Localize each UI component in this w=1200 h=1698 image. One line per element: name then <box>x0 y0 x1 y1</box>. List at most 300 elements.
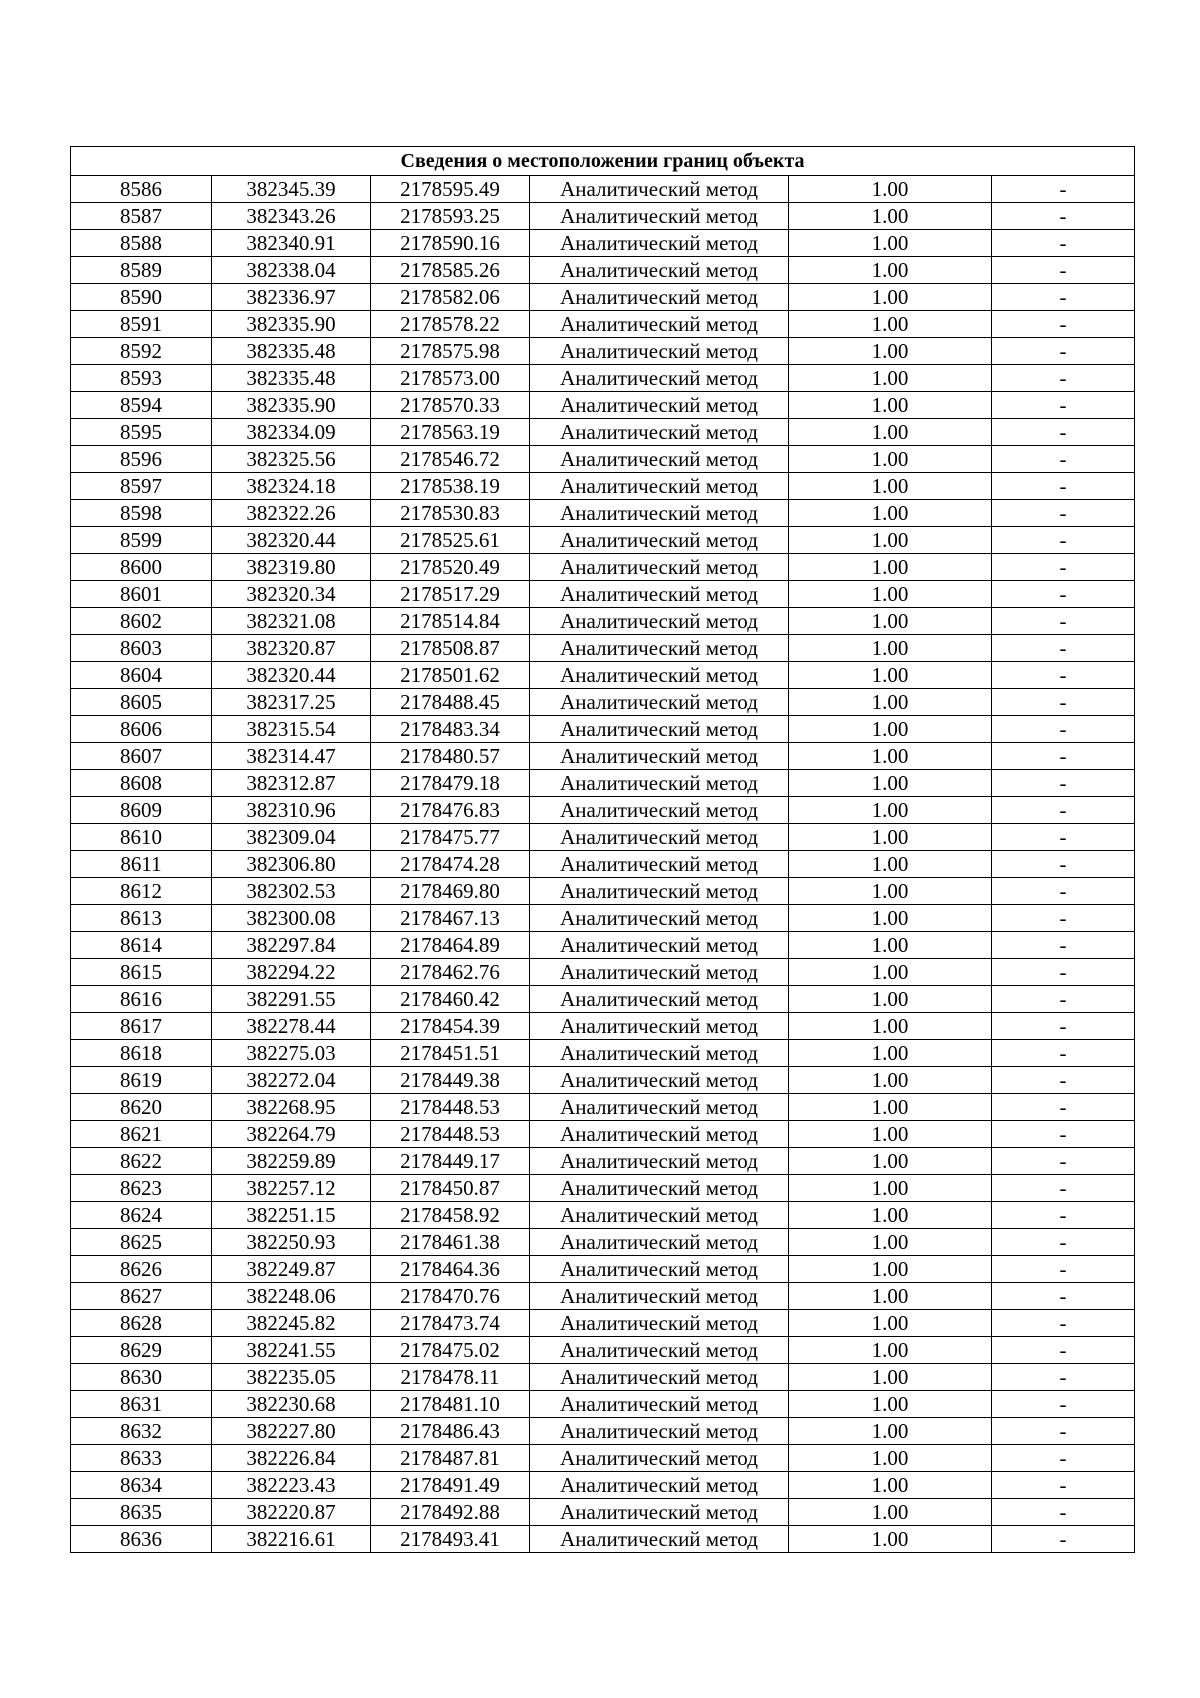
point-number-cell: 8600 <box>71 554 212 581</box>
x-coordinate-cell: 382226.84 <box>212 1445 371 1472</box>
y-coordinate-cell: 2178461.38 <box>371 1229 530 1256</box>
point-number-cell: 8635 <box>71 1499 212 1526</box>
description-cell: - <box>992 716 1135 743</box>
point-number-cell: 8592 <box>71 338 212 365</box>
point-number-cell: 8621 <box>71 1121 212 1148</box>
description-cell: - <box>992 851 1135 878</box>
y-coordinate-cell: 2178520.49 <box>371 554 530 581</box>
point-number-cell: 8632 <box>71 1418 212 1445</box>
x-coordinate-cell: 382245.82 <box>212 1310 371 1337</box>
y-coordinate-cell: 2178546.72 <box>371 446 530 473</box>
method-cell: Аналитический метод <box>530 284 789 311</box>
description-cell: - <box>992 581 1135 608</box>
table-row <box>71 1472 1135 1499</box>
description-cell: - <box>992 1445 1135 1472</box>
method-cell: Аналитический метод <box>530 770 789 797</box>
table-row <box>71 743 1135 770</box>
y-coordinate-cell: 2178475.77 <box>371 824 530 851</box>
method-cell: Аналитический метод <box>530 1337 789 1364</box>
description-cell: - <box>992 1472 1135 1499</box>
y-coordinate-cell: 2178451.51 <box>371 1040 530 1067</box>
table-row <box>71 1175 1135 1202</box>
x-coordinate-cell: 382220.87 <box>212 1499 371 1526</box>
table-row <box>71 905 1135 932</box>
x-coordinate-cell: 382312.87 <box>212 770 371 797</box>
description-cell: - <box>992 1229 1135 1256</box>
point-number-cell: 8610 <box>71 824 212 851</box>
table-row <box>71 824 1135 851</box>
method-cell: Аналитический метод <box>530 311 789 338</box>
y-coordinate-cell: 2178517.29 <box>371 581 530 608</box>
accuracy-cell: 1.00 <box>789 743 992 770</box>
table-row <box>71 1229 1135 1256</box>
x-coordinate-cell: 382309.04 <box>212 824 371 851</box>
point-number-cell: 8616 <box>71 986 212 1013</box>
x-coordinate-cell: 382338.04 <box>212 257 371 284</box>
x-coordinate-cell: 382264.79 <box>212 1121 371 1148</box>
y-coordinate-cell: 2178563.19 <box>371 419 530 446</box>
x-coordinate-cell: 382317.25 <box>212 689 371 716</box>
method-cell: Аналитический метод <box>530 1094 789 1121</box>
table-row <box>71 230 1135 257</box>
method-cell: Аналитический метод <box>530 1526 789 1553</box>
x-coordinate-cell: 382306.80 <box>212 851 371 878</box>
y-coordinate-cell: 2178474.28 <box>371 851 530 878</box>
y-coordinate-cell: 2178476.83 <box>371 797 530 824</box>
method-cell: Аналитический метод <box>530 635 789 662</box>
description-cell: - <box>992 1283 1135 1310</box>
accuracy-cell: 1.00 <box>789 284 992 311</box>
y-coordinate-cell: 2178491.49 <box>371 1472 530 1499</box>
table-row <box>71 284 1135 311</box>
x-coordinate-cell: 382227.80 <box>212 1418 371 1445</box>
point-number-cell: 8611 <box>71 851 212 878</box>
description-cell: - <box>992 905 1135 932</box>
accuracy-cell: 1.00 <box>789 1040 992 1067</box>
table-row <box>71 1283 1135 1310</box>
y-coordinate-cell: 2178448.53 <box>371 1121 530 1148</box>
x-coordinate-cell: 382275.03 <box>212 1040 371 1067</box>
y-coordinate-cell: 2178538.19 <box>371 473 530 500</box>
method-cell: Аналитический метод <box>530 1175 789 1202</box>
method-cell: Аналитический метод <box>530 500 789 527</box>
accuracy-cell: 1.00 <box>789 770 992 797</box>
method-cell: Аналитический метод <box>530 1013 789 1040</box>
y-coordinate-cell: 2178475.02 <box>371 1337 530 1364</box>
point-number-cell: 8599 <box>71 527 212 554</box>
table-row <box>71 1526 1135 1553</box>
description-cell: - <box>992 797 1135 824</box>
description-cell: - <box>992 1499 1135 1526</box>
accuracy-cell: 1.00 <box>789 1499 992 1526</box>
x-coordinate-cell: 382230.68 <box>212 1391 371 1418</box>
x-coordinate-cell: 382216.61 <box>212 1526 371 1553</box>
method-cell: Аналитический метод <box>530 473 789 500</box>
method-cell: Аналитический метод <box>530 1148 789 1175</box>
accuracy-cell: 1.00 <box>789 203 992 230</box>
table-row <box>71 1148 1135 1175</box>
accuracy-cell: 1.00 <box>789 554 992 581</box>
point-number-cell: 8636 <box>71 1526 212 1553</box>
table-row <box>71 770 1135 797</box>
description-cell: - <box>992 554 1135 581</box>
table-row <box>71 257 1135 284</box>
table-row <box>71 689 1135 716</box>
method-cell: Аналитический метод <box>530 716 789 743</box>
accuracy-cell: 1.00 <box>789 905 992 932</box>
table-row <box>71 203 1135 230</box>
accuracy-cell: 1.00 <box>789 365 992 392</box>
y-coordinate-cell: 2178449.38 <box>371 1067 530 1094</box>
x-coordinate-cell: 382268.95 <box>212 1094 371 1121</box>
table-row <box>71 1202 1135 1229</box>
description-cell: - <box>992 419 1135 446</box>
description-cell: - <box>992 932 1135 959</box>
y-coordinate-cell: 2178480.57 <box>371 743 530 770</box>
accuracy-cell: 1.00 <box>789 1337 992 1364</box>
y-coordinate-cell: 2178450.87 <box>371 1175 530 1202</box>
table-row <box>71 392 1135 419</box>
x-coordinate-cell: 382335.48 <box>212 365 371 392</box>
point-number-cell: 8609 <box>71 797 212 824</box>
x-coordinate-cell: 382315.54 <box>212 716 371 743</box>
method-cell: Аналитический метод <box>530 1310 789 1337</box>
table-row <box>71 1094 1135 1121</box>
point-number-cell: 8623 <box>71 1175 212 1202</box>
accuracy-cell: 1.00 <box>789 1256 992 1283</box>
description-cell: - <box>992 230 1135 257</box>
method-cell: Аналитический метод <box>530 365 789 392</box>
table-row <box>71 1256 1135 1283</box>
table-row <box>71 338 1135 365</box>
x-coordinate-cell: 382272.04 <box>212 1067 371 1094</box>
x-coordinate-cell: 382291.55 <box>212 986 371 1013</box>
method-cell: Аналитический метод <box>530 1499 789 1526</box>
method-cell: Аналитический метод <box>530 1418 789 1445</box>
x-coordinate-cell: 382336.97 <box>212 284 371 311</box>
table-row <box>71 419 1135 446</box>
x-coordinate-cell: 382302.53 <box>212 878 371 905</box>
point-number-cell: 8594 <box>71 392 212 419</box>
accuracy-cell: 1.00 <box>789 1391 992 1418</box>
description-cell: - <box>992 743 1135 770</box>
point-number-cell: 8629 <box>71 1337 212 1364</box>
description-cell: - <box>992 1526 1135 1553</box>
method-cell: Аналитический метод <box>530 581 789 608</box>
table-row <box>71 1013 1135 1040</box>
point-number-cell: 8626 <box>71 1256 212 1283</box>
x-coordinate-cell: 382310.96 <box>212 797 371 824</box>
point-number-cell: 8595 <box>71 419 212 446</box>
method-cell: Аналитический метод <box>530 1391 789 1418</box>
y-coordinate-cell: 2178590.16 <box>371 230 530 257</box>
table-row <box>71 932 1135 959</box>
table-row <box>71 1418 1135 1445</box>
x-coordinate-cell: 382340.91 <box>212 230 371 257</box>
accuracy-cell: 1.00 <box>789 824 992 851</box>
point-number-cell: 8617 <box>71 1013 212 1040</box>
description-cell: - <box>992 878 1135 905</box>
y-coordinate-cell: 2178575.98 <box>371 338 530 365</box>
method-cell: Аналитический метод <box>530 878 789 905</box>
table-row <box>71 1067 1135 1094</box>
y-coordinate-cell: 2178487.81 <box>371 1445 530 1472</box>
table-row <box>71 311 1135 338</box>
point-number-cell: 8586 <box>71 176 212 203</box>
accuracy-cell: 1.00 <box>789 1148 992 1175</box>
y-coordinate-cell: 2178479.18 <box>371 770 530 797</box>
y-coordinate-cell: 2178585.26 <box>371 257 530 284</box>
point-number-cell: 8612 <box>71 878 212 905</box>
description-cell: - <box>992 1202 1135 1229</box>
description-cell: - <box>992 338 1135 365</box>
x-coordinate-cell: 382345.39 <box>212 176 371 203</box>
method-cell: Аналитический метод <box>530 1256 789 1283</box>
y-coordinate-cell: 2178464.89 <box>371 932 530 959</box>
accuracy-cell: 1.00 <box>789 1283 992 1310</box>
y-coordinate-cell: 2178595.49 <box>371 176 530 203</box>
x-coordinate-cell: 382335.48 <box>212 338 371 365</box>
point-number-cell: 8622 <box>71 1148 212 1175</box>
point-number-cell: 8634 <box>71 1472 212 1499</box>
description-cell: - <box>992 635 1135 662</box>
point-number-cell: 8590 <box>71 284 212 311</box>
description-cell: - <box>992 257 1135 284</box>
table-body <box>71 147 1135 1553</box>
accuracy-cell: 1.00 <box>789 581 992 608</box>
method-cell: Аналитический метод <box>530 230 789 257</box>
method-cell: Аналитический метод <box>530 797 789 824</box>
y-coordinate-cell: 2178470.76 <box>371 1283 530 1310</box>
accuracy-cell: 1.00 <box>789 878 992 905</box>
accuracy-cell: 1.00 <box>789 1310 992 1337</box>
method-cell: Аналитический метод <box>530 338 789 365</box>
table-row <box>71 1445 1135 1472</box>
x-coordinate-cell: 382334.09 <box>212 419 371 446</box>
table-row <box>71 608 1135 635</box>
accuracy-cell: 1.00 <box>789 446 992 473</box>
table-row <box>71 1040 1135 1067</box>
method-cell: Аналитический метод <box>530 554 789 581</box>
method-cell: Аналитический метод <box>530 1040 789 1067</box>
accuracy-cell: 1.00 <box>789 257 992 284</box>
description-cell: - <box>992 1040 1135 1067</box>
y-coordinate-cell: 2178488.45 <box>371 689 530 716</box>
method-cell: Аналитический метод <box>530 1364 789 1391</box>
x-coordinate-cell: 382321.08 <box>212 608 371 635</box>
accuracy-cell: 1.00 <box>789 1067 992 1094</box>
point-number-cell: 8625 <box>71 1229 212 1256</box>
table-row <box>71 986 1135 1013</box>
table-row <box>71 527 1135 554</box>
accuracy-cell: 1.00 <box>789 986 992 1013</box>
description-cell: - <box>992 311 1135 338</box>
point-number-cell: 8631 <box>71 1391 212 1418</box>
point-number-cell: 8633 <box>71 1445 212 1472</box>
table-row <box>71 500 1135 527</box>
accuracy-cell: 1.00 <box>789 230 992 257</box>
table-row <box>71 473 1135 500</box>
point-number-cell: 8605 <box>71 689 212 716</box>
accuracy-cell: 1.00 <box>789 716 992 743</box>
accuracy-cell: 1.00 <box>789 797 992 824</box>
accuracy-cell: 1.00 <box>789 473 992 500</box>
point-number-cell: 8615 <box>71 959 212 986</box>
y-coordinate-cell: 2178473.74 <box>371 1310 530 1337</box>
method-cell: Аналитический метод <box>530 1283 789 1310</box>
x-coordinate-cell: 382250.93 <box>212 1229 371 1256</box>
point-number-cell: 8608 <box>71 770 212 797</box>
x-coordinate-cell: 382257.12 <box>212 1175 371 1202</box>
method-cell: Аналитический метод <box>530 608 789 635</box>
method-cell: Аналитический метод <box>530 203 789 230</box>
point-number-cell: 8613 <box>71 905 212 932</box>
accuracy-cell: 1.00 <box>789 1121 992 1148</box>
method-cell: Аналитический метод <box>530 392 789 419</box>
description-cell: - <box>992 959 1135 986</box>
y-coordinate-cell: 2178525.61 <box>371 527 530 554</box>
point-number-cell: 8598 <box>71 500 212 527</box>
table-row <box>71 365 1135 392</box>
x-coordinate-cell: 382324.18 <box>212 473 371 500</box>
description-cell: - <box>992 284 1135 311</box>
point-number-cell: 8593 <box>71 365 212 392</box>
boundary-coordinates-table <box>70 146 1135 1553</box>
x-coordinate-cell: 382235.05 <box>212 1364 371 1391</box>
accuracy-cell: 1.00 <box>789 338 992 365</box>
accuracy-cell: 1.00 <box>789 959 992 986</box>
accuracy-cell: 1.00 <box>789 419 992 446</box>
accuracy-cell: 1.00 <box>789 1094 992 1121</box>
y-coordinate-cell: 2178469.80 <box>371 878 530 905</box>
x-coordinate-cell: 382335.90 <box>212 392 371 419</box>
description-cell: - <box>992 1310 1135 1337</box>
y-coordinate-cell: 2178486.43 <box>371 1418 530 1445</box>
point-number-cell: 8628 <box>71 1310 212 1337</box>
description-cell: - <box>992 1364 1135 1391</box>
point-number-cell: 8588 <box>71 230 212 257</box>
table-row <box>71 1364 1135 1391</box>
accuracy-cell: 1.00 <box>789 635 992 662</box>
table-row <box>71 1310 1135 1337</box>
description-cell: - <box>992 662 1135 689</box>
description-cell: - <box>992 689 1135 716</box>
point-number-cell: 8597 <box>71 473 212 500</box>
y-coordinate-cell: 2178449.17 <box>371 1148 530 1175</box>
method-cell: Аналитический метод <box>530 851 789 878</box>
y-coordinate-cell: 2178448.53 <box>371 1094 530 1121</box>
point-number-cell: 8601 <box>71 581 212 608</box>
y-coordinate-cell: 2178483.34 <box>371 716 530 743</box>
table-title: Сведения о местоположении границ объекта <box>71 147 1135 176</box>
x-coordinate-cell: 382314.47 <box>212 743 371 770</box>
x-coordinate-cell: 382251.15 <box>212 1202 371 1229</box>
x-coordinate-cell: 382249.87 <box>212 1256 371 1283</box>
description-cell: - <box>992 770 1135 797</box>
description-cell: - <box>992 176 1135 203</box>
accuracy-cell: 1.00 <box>789 311 992 338</box>
description-cell: - <box>992 446 1135 473</box>
description-cell: - <box>992 203 1135 230</box>
description-cell: - <box>992 365 1135 392</box>
x-coordinate-cell: 382223.43 <box>212 1472 371 1499</box>
method-cell: Аналитический метод <box>530 1067 789 1094</box>
y-coordinate-cell: 2178458.92 <box>371 1202 530 1229</box>
accuracy-cell: 1.00 <box>789 932 992 959</box>
table-row <box>71 959 1135 986</box>
method-cell: Аналитический метод <box>530 446 789 473</box>
point-number-cell: 8619 <box>71 1067 212 1094</box>
table-row <box>71 581 1135 608</box>
method-cell: Аналитический метод <box>530 419 789 446</box>
method-cell: Аналитический метод <box>530 986 789 1013</box>
y-coordinate-cell: 2178582.06 <box>371 284 530 311</box>
description-cell: - <box>992 527 1135 554</box>
accuracy-cell: 1.00 <box>789 851 992 878</box>
description-cell: - <box>992 1391 1135 1418</box>
description-cell: - <box>992 1121 1135 1148</box>
y-coordinate-cell: 2178501.62 <box>371 662 530 689</box>
table-row <box>71 176 1135 203</box>
x-coordinate-cell: 382322.26 <box>212 500 371 527</box>
description-cell: - <box>992 1094 1135 1121</box>
point-number-cell: 8618 <box>71 1040 212 1067</box>
x-coordinate-cell: 382300.08 <box>212 905 371 932</box>
description-cell: - <box>992 1067 1135 1094</box>
accuracy-cell: 1.00 <box>789 1013 992 1040</box>
point-number-cell: 8596 <box>71 446 212 473</box>
y-coordinate-cell: 2178508.87 <box>371 635 530 662</box>
description-cell: - <box>992 392 1135 419</box>
table-row <box>71 851 1135 878</box>
table-row <box>71 446 1135 473</box>
x-coordinate-cell: 382248.06 <box>212 1283 371 1310</box>
description-cell: - <box>992 608 1135 635</box>
description-cell: - <box>992 824 1135 851</box>
description-cell: - <box>992 473 1135 500</box>
accuracy-cell: 1.00 <box>789 392 992 419</box>
accuracy-cell: 1.00 <box>789 176 992 203</box>
y-coordinate-cell: 2178578.22 <box>371 311 530 338</box>
method-cell: Аналитический метод <box>530 1121 789 1148</box>
method-cell: Аналитический метод <box>530 689 789 716</box>
method-cell: Аналитический метод <box>530 1229 789 1256</box>
y-coordinate-cell: 2178573.00 <box>371 365 530 392</box>
accuracy-cell: 1.00 <box>789 662 992 689</box>
method-cell: Аналитический метод <box>530 743 789 770</box>
accuracy-cell: 1.00 <box>789 1526 992 1553</box>
table-row <box>71 1337 1135 1364</box>
accuracy-cell: 1.00 <box>789 1418 992 1445</box>
accuracy-cell: 1.00 <box>789 1445 992 1472</box>
description-cell: - <box>992 986 1135 1013</box>
x-coordinate-cell: 382241.55 <box>212 1337 371 1364</box>
point-number-cell: 8627 <box>71 1283 212 1310</box>
x-coordinate-cell: 382320.44 <box>212 662 371 689</box>
description-cell: - <box>992 1256 1135 1283</box>
accuracy-cell: 1.00 <box>789 689 992 716</box>
y-coordinate-cell: 2178454.39 <box>371 1013 530 1040</box>
y-coordinate-cell: 2178460.42 <box>371 986 530 1013</box>
method-cell: Аналитический метод <box>530 959 789 986</box>
method-cell: Аналитический метод <box>530 176 789 203</box>
table-row <box>71 1121 1135 1148</box>
table-row <box>71 797 1135 824</box>
method-cell: Аналитический метод <box>530 527 789 554</box>
y-coordinate-cell: 2178478.11 <box>371 1364 530 1391</box>
y-coordinate-cell: 2178481.10 <box>371 1391 530 1418</box>
description-cell: - <box>992 500 1135 527</box>
